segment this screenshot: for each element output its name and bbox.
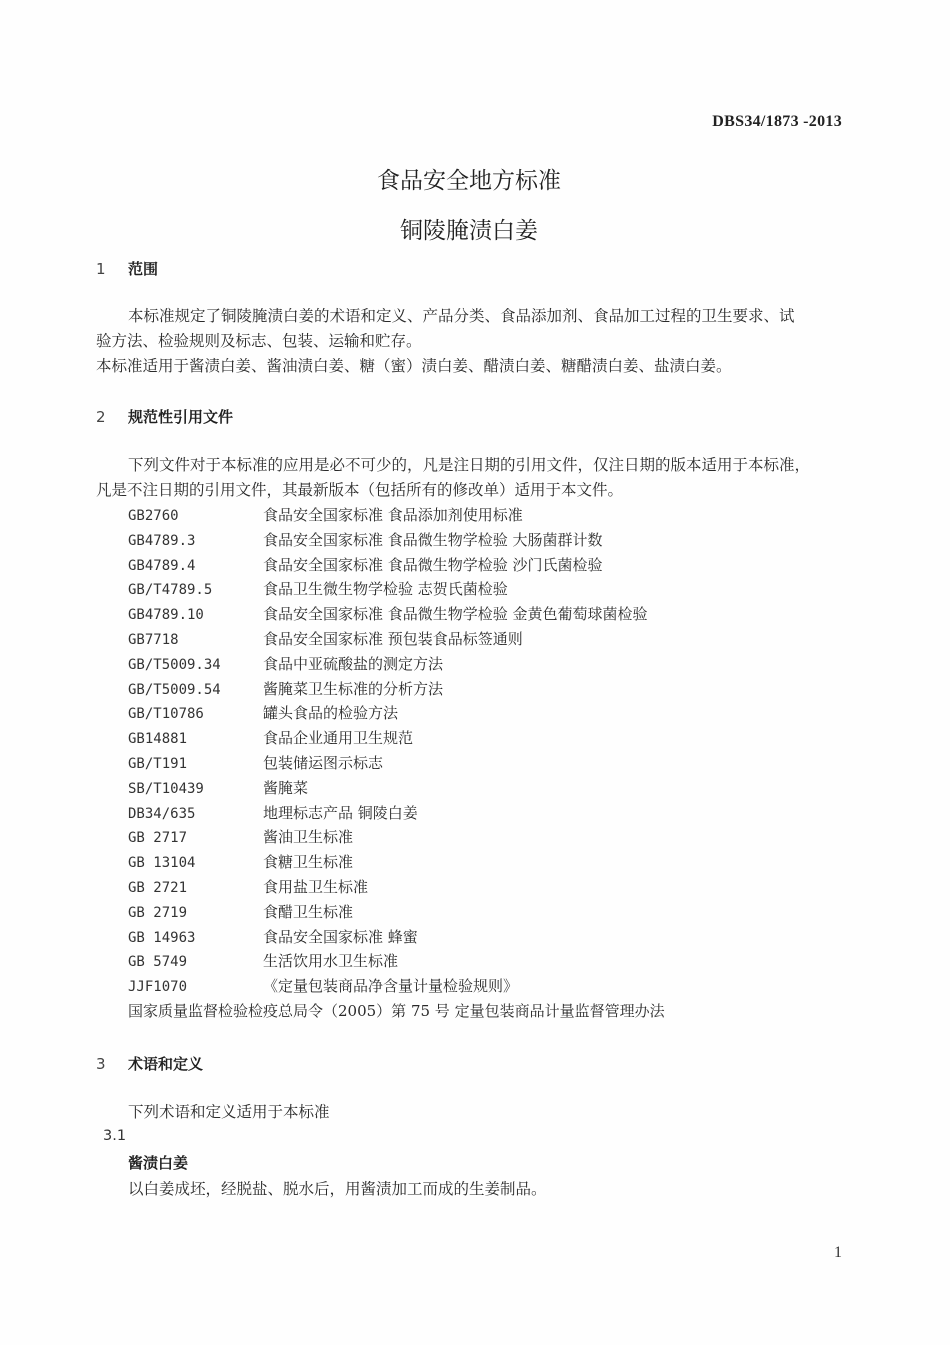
reference-item [128, 627, 665, 652]
reference-name: 罐头食品的检验方法 [263, 704, 399, 723]
reference-name: 食品卫生微生物学检验 志贺氏菌检验 [263, 580, 508, 599]
reference-item [128, 652, 665, 677]
reference-code: GB 13104 [128, 855, 196, 872]
term-heading: 酱渍白姜 [128, 1154, 189, 1172]
reference-item [128, 974, 665, 999]
reference-code: GB/T4789.5 [128, 582, 213, 599]
reference-name: 《定量包装商品净含量计量检验规则》 [263, 977, 519, 996]
reference-item [128, 900, 665, 925]
reference-name: 食品安全国家标准 食品微生物学检验 大肠菌群计数 [263, 530, 603, 549]
reference-item [128, 677, 665, 702]
reference-name: 食品安全国家标准 食品添加剂使用标准 [263, 506, 523, 524]
reference-item [128, 751, 665, 776]
reference-item [128, 577, 665, 602]
reference-name: 食醋卫生标准 [263, 902, 354, 921]
reference-code: GB14881 [128, 731, 188, 748]
reference-name: 地理标志产品 铜陵白姜 [263, 803, 418, 822]
reference-item [128, 850, 665, 875]
reference-name: 食糖卫生标准 [263, 853, 354, 872]
reference-item [128, 602, 665, 627]
reference-code: GB/T191 [128, 755, 188, 772]
reference-item [128, 949, 665, 974]
reference-code: GB 2717 [128, 830, 188, 847]
section-1-para1-line2: 验方法、检验规则及标志、包装、运输和贮存。 [96, 332, 422, 350]
reference-name: 酱腌菜 [263, 778, 309, 797]
reference-name: 酱油卫生标准 [263, 828, 354, 847]
section-3-number: 3 [96, 1055, 106, 1073]
page-number: 1 [834, 1244, 842, 1261]
section-2-title: 规范性引用文件 [128, 408, 234, 426]
reference-name: 包装储运图示标志 [263, 753, 384, 772]
document-title-sub: 铜陵腌渍白姜 [400, 218, 538, 244]
reference-name: 食品企业通用卫生规范 [263, 729, 414, 748]
reference-code: SB/T10439 [128, 780, 204, 797]
reference-name: 生活饮用水卫生标准 [263, 952, 399, 971]
reference-code: GB 5749 [128, 954, 188, 971]
section-3-intro: 下列术语和定义适用于本标准 [128, 1103, 330, 1121]
reference-name: 食品中亚硫酸盐的测定方法 [263, 654, 444, 673]
subsection-number: 3.1 [103, 1128, 127, 1144]
section-2-heading [96, 406, 233, 427]
reference-code: GB4789.10 [128, 607, 204, 624]
section-3-title: 术语和定义 [128, 1055, 204, 1073]
reference-name: 酱腌菜卫生标准的分析方法 [263, 679, 444, 698]
reference-name: 食品安全国家标准 蜂蜜 [263, 927, 418, 946]
reference-list [128, 503, 665, 1024]
reference-code: JJF1070 [128, 979, 188, 996]
reference-code: GB4789.3 [128, 532, 196, 549]
section-2-intro-line2: 凡是不注日期的引用文件，其最新版本（包括所有的修改单）适用于本文件。 [96, 481, 624, 499]
reference-code: GB/T5009.54 [128, 681, 221, 698]
reference-item [128, 503, 665, 528]
reference-item [128, 528, 665, 553]
section-1-number: 1 [96, 260, 106, 278]
reference-item [128, 553, 665, 578]
section-1-title: 范围 [128, 260, 159, 278]
reference-item [128, 776, 665, 801]
reference-code: GB4789.4 [128, 557, 196, 574]
reference-code: GB2760 [128, 508, 179, 524]
section-3-heading [96, 1053, 203, 1074]
reference-item [128, 726, 665, 751]
reference-full-text: 国家质量监督检验检疫总局令（2005）第 75 号 定量包装商品计量监督管理办法 [128, 1001, 665, 1020]
reference-code: GB 14963 [128, 929, 196, 946]
reference-item [128, 801, 665, 826]
reference-item [128, 925, 665, 950]
reference-code: GB7718 [128, 631, 179, 648]
document-title-main: 食品安全地方标准 [377, 168, 561, 194]
reference-code: GB/T5009.34 [128, 656, 221, 673]
reference-item-last [128, 999, 665, 1024]
reference-name: 食用盐卫生标准 [263, 877, 369, 896]
reference-name: 食品安全国家标准 食品微生物学检验 沙门氏菌检验 [263, 555, 603, 574]
reference-code: GB 2719 [128, 904, 188, 921]
section-1-para2: 本标准适用于酱渍白姜、酱油渍白姜、糖（蜜）渍白姜、醋渍白姜、糖醋渍白姜、盐渍白姜。 [96, 357, 732, 375]
reference-item [128, 701, 665, 726]
standard-code: DBS34/1873 -2013 [712, 113, 842, 130]
term-definition: 以白姜成坯，经脱盐、脱水后，用酱渍加工而成的生姜制品。 [128, 1180, 547, 1198]
reference-code: GB/T10786 [128, 706, 204, 723]
reference-name: 食品安全国家标准 预包装食品标签通则 [263, 629, 523, 648]
section-2-number: 2 [96, 408, 106, 426]
reference-item [128, 825, 665, 850]
reference-code: GB 2721 [128, 879, 188, 896]
reference-item [128, 875, 665, 900]
section-1-para1-line1: 本标准规定了铜陵腌渍白姜的术语和定义、产品分类、食品添加剂、食品加工过程的卫生要求、试 [128, 307, 795, 325]
reference-name: 食品安全国家标准 食品微生物学检验 金黄色葡萄球菌检验 [263, 605, 648, 624]
reference-code: DB34/635 [128, 805, 196, 822]
section-1-heading [96, 258, 158, 279]
section-2-intro-line1: 下列文件对于本标准的应用是必不可少的，凡是注日期的引用文件，仅注日期的版本适用于本标准， [128, 456, 811, 474]
